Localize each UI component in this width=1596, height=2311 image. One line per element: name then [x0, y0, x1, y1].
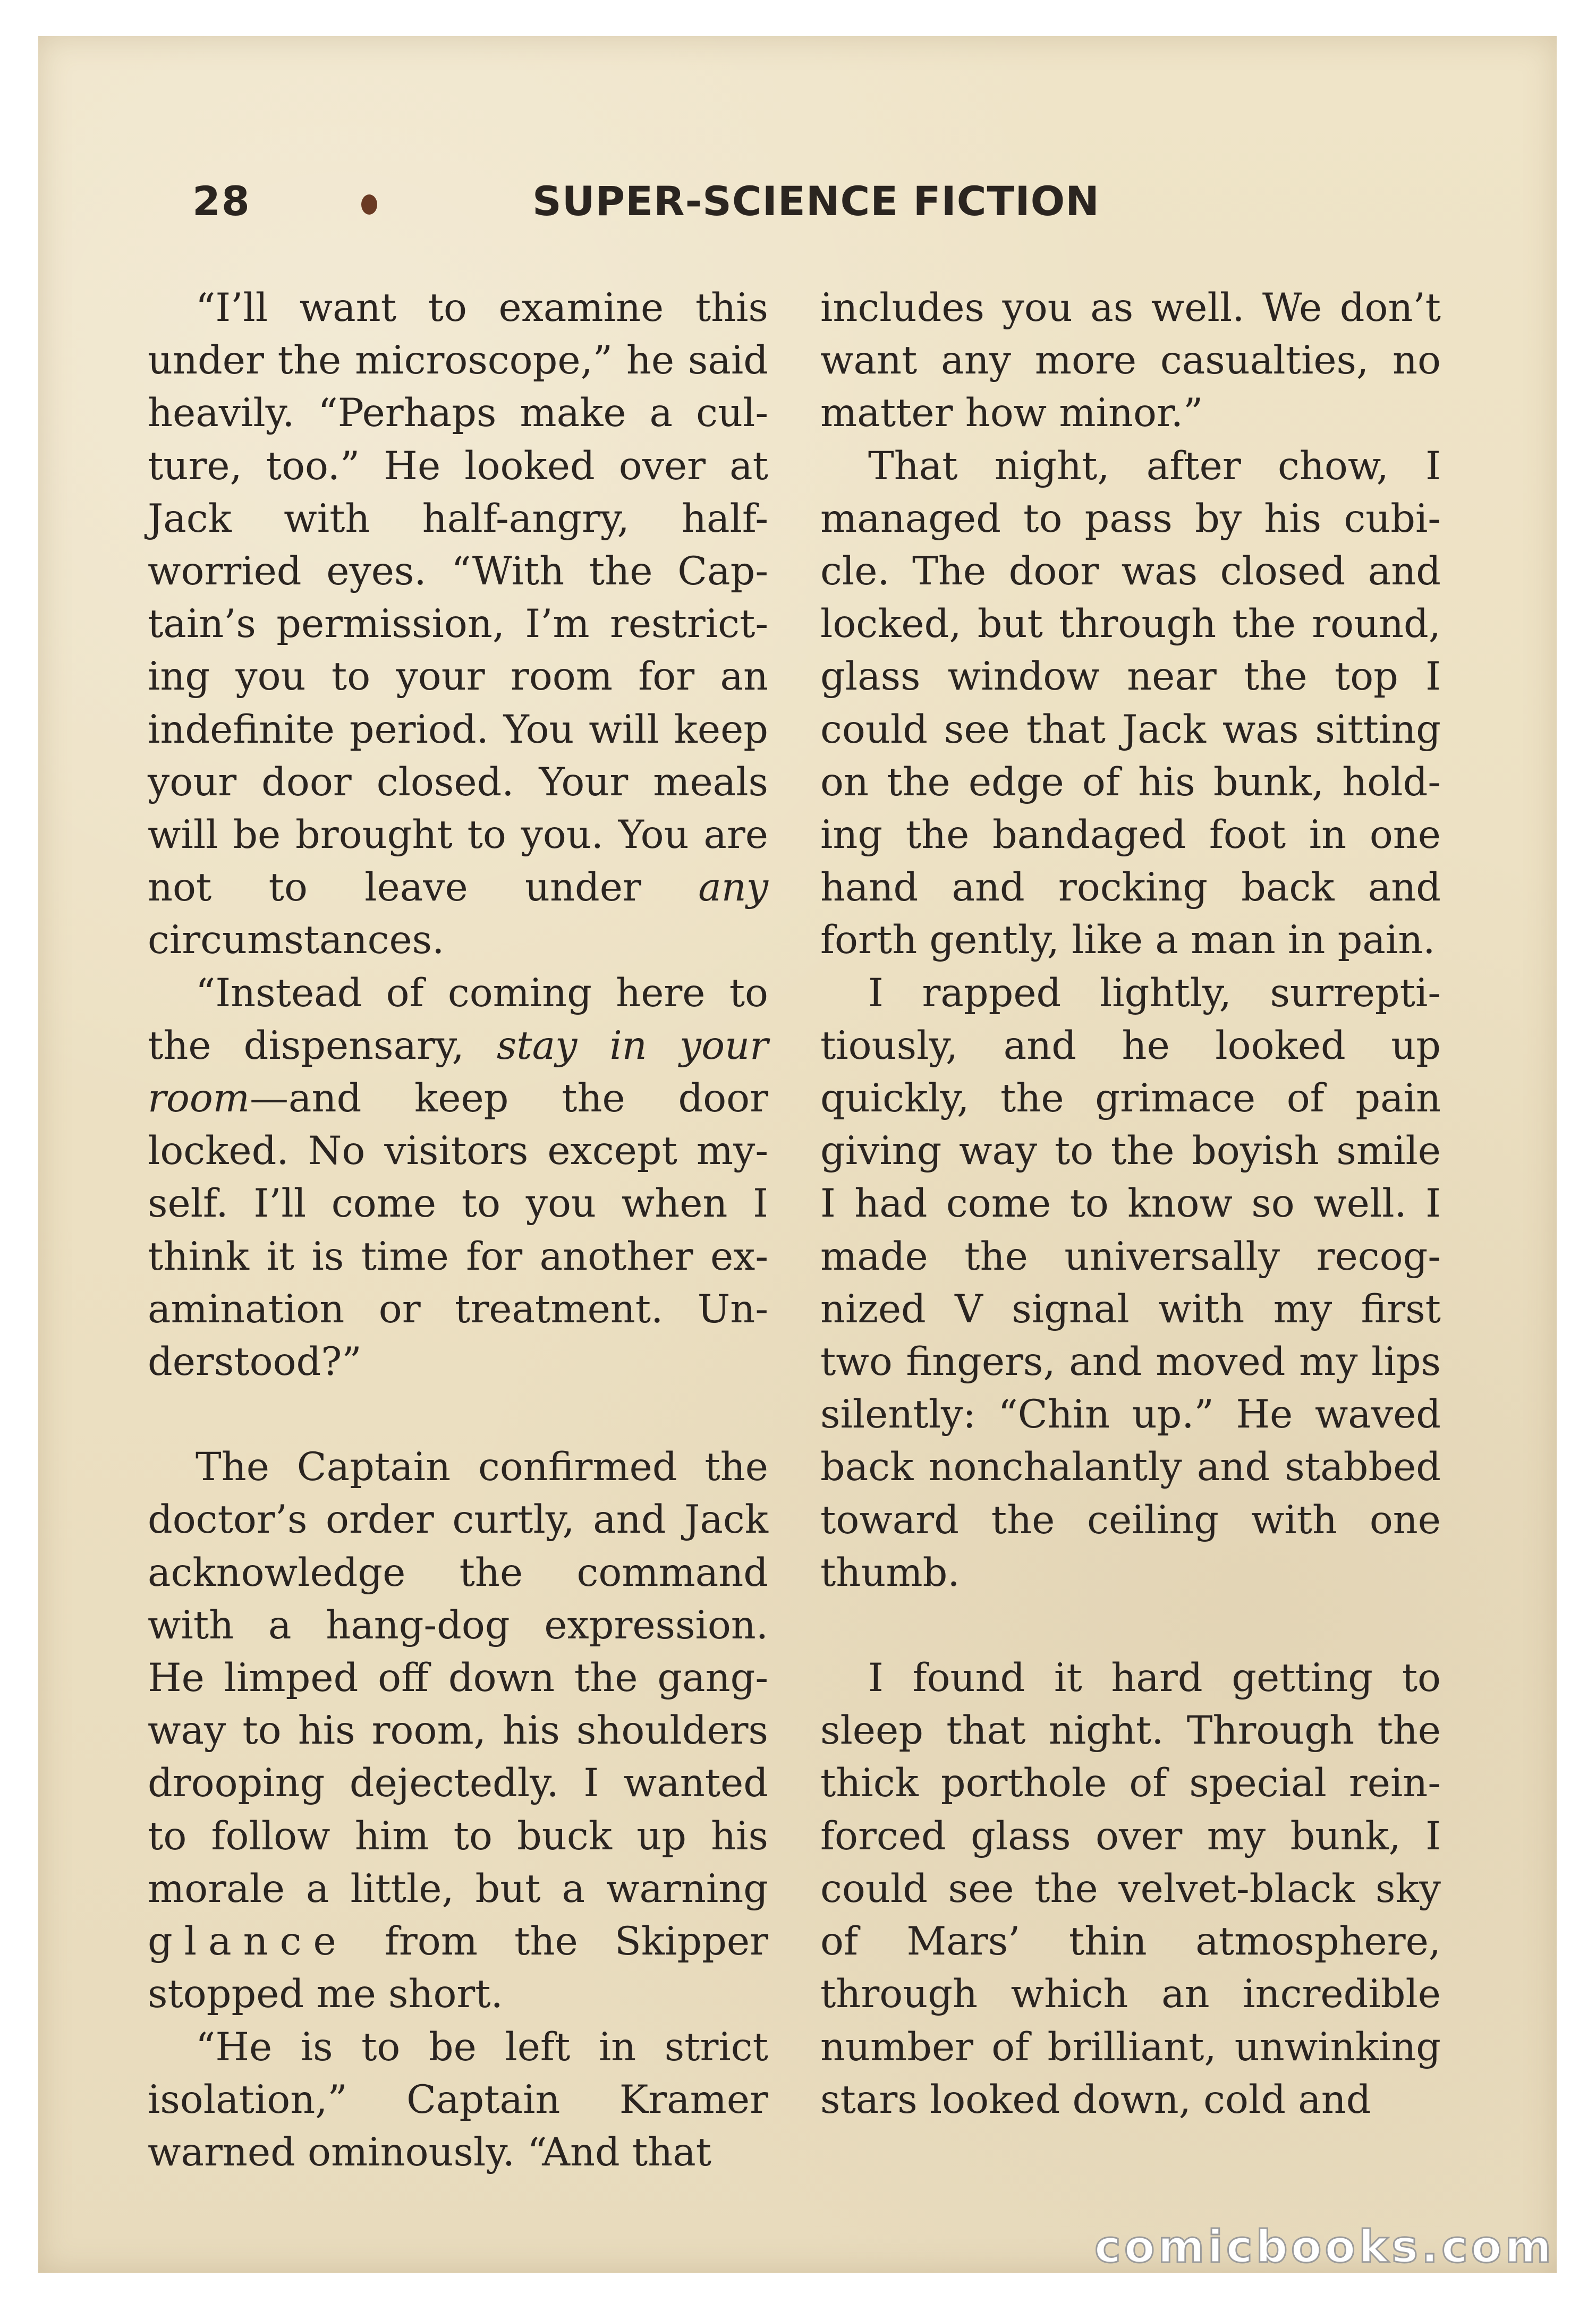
- paragraph: I rapped lightly, surreptitiously, and he looked up quickly, the grimace of pain giving way to the boyish smile I had come to know so well. I made the universally recognized V signal with my first two fingers, and moved my lips silently: “Chin up.” He waved back nonchalantly and stabbed toward the ceiling with one thumb.: [820, 970, 1441, 1595]
- letterspaced-text: glance: [148, 1919, 348, 1965]
- paragraph: “He is to be left in strict isolation,” Captain Kramer warned ominously. “And that: [148, 2024, 768, 2175]
- paragraph: [148, 1441, 768, 2020]
- page-header: [150, 177, 1450, 241]
- paragraph-text: from the Skipper stopped me short.: [148, 1919, 768, 2017]
- paragraph-text: “Instead of coming here to the dispensary,: [148, 970, 768, 1068]
- left-column: [148, 282, 768, 2179]
- right-column: [820, 282, 1441, 2126]
- page-number: 28: [192, 177, 251, 225]
- paragraph: includes you as well. We don’t want any more casualties, no matter how minor.”: [820, 285, 1441, 436]
- paragraph-text: —and keep the door locked. No visitors except myself. I’ll come to you when I think it is time for another examination or treatment. Understood?”: [148, 1076, 768, 1385]
- magazine-page: [38, 36, 1557, 2273]
- paragraph-text: circumstances.: [148, 917, 445, 963]
- ink-dot-mark: [361, 194, 377, 215]
- paragraph-text: The Captain confirmed the doctor’s order curtly, and Jack acknowledge the command with a hang-dog expression. He limped off down the gangway to his room, his shoulders drooping dejectedly. I wanted to follow him to buck up his morale a little, but a warning: [148, 1445, 768, 1911]
- paragraph: That night, after chow, I managed to pass by his cubicle. The door was closed and locked, but through the round, glass window near the top I could see that Jack was sitting on the edge of his bunk, holding the bandaged foot in one hand and rocking back and forth gently, like a man in pain.: [820, 443, 1441, 963]
- running-head: SUPER-SCIENCE FICTION: [532, 177, 1100, 225]
- italic-text: any: [698, 865, 768, 911]
- paragraph-text: “I’ll want to examine this under the microscope,” he said heavily. “Perhaps make a culture, too.” He looked over at Jack with half-angry, half-worried eyes. “With the Captain’s permission, I’m restricting you to your room for an indefinite period. You will keep your door closed. Your meals will be brought to you. You are not to leave under: [148, 285, 768, 911]
- paragraph: [148, 282, 768, 967]
- paragraph: I found it hard getting to sleep that night. Through the thick porthole of special reinforced glass over my bunk, I could see the velvet-black sky of Mars’ thin atmosphere, through which an incredible number of brilliant, unwinking stars looked down, cold and: [820, 1655, 1441, 2122]
- paragraph: [148, 967, 768, 1389]
- site-watermark: comicbooks.com: [1094, 2221, 1555, 2273]
- italic-text: stay in your room: [148, 1023, 768, 1121]
